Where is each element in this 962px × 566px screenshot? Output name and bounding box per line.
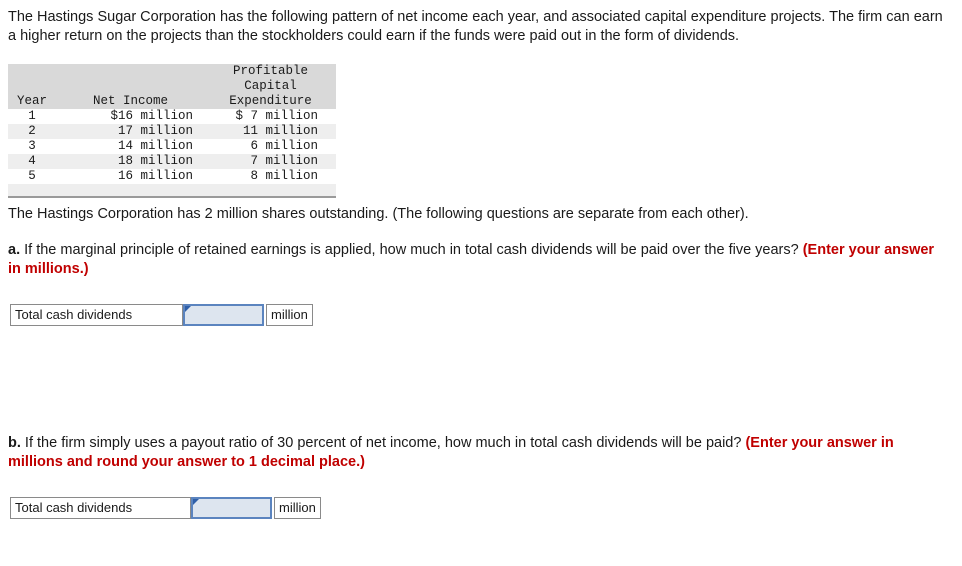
cell-net-income: 18 million — [56, 154, 205, 169]
cell-capex: 6 million — [250, 139, 318, 153]
cell-capex: $ 7 million — [235, 109, 318, 123]
header-year: Year — [8, 64, 56, 109]
table-row — [8, 169, 336, 184]
cell-net-income: 14 million — [117, 139, 193, 153]
table-row — [8, 124, 336, 139]
header-net-income: Net Income — [56, 64, 205, 109]
table-header-row — [8, 64, 336, 109]
cell-capex: 11 million — [205, 124, 336, 139]
input-marker-icon — [193, 499, 199, 505]
question-b-text: If the firm simply uses a payout ratio of 30 percent of net income, how much in total cash dividends will be paid? — [20, 435, 746, 451]
shares-outstanding-text: The Hastings Corporation has 2 million shares outstanding. (The following questions are separate from each other). — [8, 206, 749, 222]
problem-intro: The Hastings Sugar Corporation has the following pattern of net income each year, and associated capital expenditure projects. The firm can earn a higher return on the projects than the stockholders could earn if the funds were paid out in the form of dividends. — [8, 9, 943, 44]
cell-net-income: $16 million — [110, 109, 193, 123]
input-marker-icon — [185, 306, 191, 312]
cell-year: 2 — [8, 124, 56, 139]
answer-b-label: Total cash dividends — [10, 497, 191, 519]
answer-b-input-box[interactable] — [191, 497, 272, 519]
answer-a-unit: million — [266, 304, 313, 326]
cell-net-income: 16 million — [117, 169, 193, 183]
question-b — [8, 434, 948, 472]
header-capital-expenditure — [205, 64, 336, 109]
cell-year: 5 — [28, 169, 36, 183]
question-a-label: a. — [8, 242, 21, 258]
answer-a-label: Total cash dividends — [10, 304, 183, 326]
table-row — [8, 139, 336, 154]
question-b-instruction: (Enter your answer in millions and round your answer to 1 decimal place.) — [8, 435, 894, 470]
income-capex-table — [8, 64, 336, 198]
question-b-label: b. — [8, 435, 21, 451]
question-a-text: If the marginal principle of retained earnings is applied, how much in total cash dividends will be paid over the five years? — [20, 242, 803, 258]
answer-a-input[interactable] — [185, 306, 262, 324]
cell-capex: 8 million — [250, 169, 318, 183]
cell-net-income: 17 million — [56, 124, 205, 139]
cell-year: 3 — [28, 139, 36, 153]
question-a-instruction: (Enter your answer in millions.) — [8, 242, 935, 277]
header-capex-line1: Profitable Capital — [232, 64, 308, 93]
cell-capex: 7 million — [205, 154, 336, 169]
table-row — [8, 154, 336, 169]
answer-b-input[interactable] — [193, 499, 270, 517]
answer-b-unit: million — [274, 497, 321, 519]
question-a — [8, 241, 948, 279]
answer-row-a — [10, 304, 313, 326]
answer-row-b — [10, 497, 321, 519]
answer-a-input-box[interactable] — [183, 304, 264, 326]
table-row — [8, 109, 336, 124]
table-bottom-rule — [8, 184, 336, 197]
cell-year: 4 — [8, 154, 56, 169]
cell-year: 1 — [28, 109, 36, 123]
header-capex-line2: Expenditure — [229, 94, 312, 108]
